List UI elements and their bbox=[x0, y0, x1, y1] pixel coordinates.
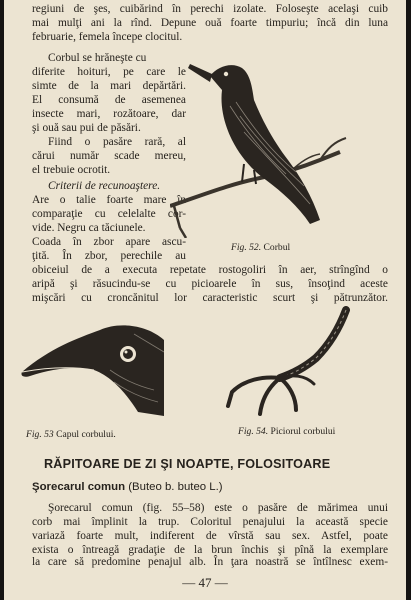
text-line: februarie, femela începe clocitul. bbox=[32, 31, 183, 43]
book-page bbox=[4, 0, 406, 600]
species-heading bbox=[32, 481, 223, 495]
text-line: la care să predomine penajul alb. În ţara noastră se întîlnesc exem- bbox=[32, 556, 388, 568]
figure-caption bbox=[231, 241, 290, 255]
raven-foot-illustration bbox=[222, 306, 356, 418]
text-line: cărui număr scade mereu, bbox=[32, 150, 186, 162]
figure-caption bbox=[238, 425, 335, 439]
text-line: Corbul se hrăneşte cu bbox=[48, 52, 147, 64]
text-line: aripă şi răsucindu-se cu picioarele în sus, însoţind aceste bbox=[32, 278, 388, 290]
figure-caption bbox=[26, 428, 116, 442]
text-line: Fiind o pasăre rară, al bbox=[48, 136, 186, 148]
caption-text: Capul corbului. bbox=[56, 429, 116, 440]
text-line: regiuni de şes, cuibărind în perechi izolate. Foloseşte acelaşi cuib bbox=[32, 3, 388, 15]
text-line: Coada în zbor apare ascu- bbox=[32, 236, 186, 248]
text-line: El consumă de asemenea bbox=[32, 94, 186, 106]
caption-text: Corbul bbox=[263, 242, 291, 253]
text-line: mişcări cu croncănitul lor caracteristic scurt şi pătrunzător. bbox=[32, 292, 388, 304]
text-line: variază foarte mult, indiferent de vîrstă sau sex. Astfel, poate bbox=[32, 530, 388, 542]
text-line: comparaţie cu celelalte cor- bbox=[32, 208, 186, 220]
caption-number: Fig. 54. bbox=[238, 426, 269, 437]
caption-number: Fig. 53 bbox=[26, 429, 54, 440]
raven-head-illustration bbox=[14, 320, 164, 416]
subsection-title: Criterii de recunoaştere. bbox=[48, 180, 161, 192]
text-line: diferite hoituri, pe care le bbox=[32, 66, 186, 78]
section-heading: RĂPITOARE DE ZI ŞI NOAPTE, FOLOSITOARE bbox=[44, 457, 331, 471]
text-line: el trebuie ocrotit. bbox=[32, 164, 111, 176]
species-name: Şorecarul comun bbox=[32, 481, 126, 493]
text-line: Are o talie foarte mare în bbox=[32, 194, 186, 206]
text-line: obiceiul de a executa repetate rostogoliri în aer, strîngînd o bbox=[32, 264, 388, 276]
text-line: ţită. În zbor, perechile au bbox=[32, 250, 186, 262]
text-line: Şorecarul comun (fig. 55–58) este o pasăre de mărimea unui bbox=[48, 502, 388, 514]
text-line: corb mai împlinit la trup. Coloritul penajului la această specie bbox=[32, 516, 388, 528]
text-line: exista o întreagă gradaţie de la brun închis şi pînă la exemplare bbox=[32, 544, 388, 556]
page-number: — 47 — bbox=[182, 575, 228, 590]
raven-illustration bbox=[170, 56, 360, 238]
text-line: vide. Negru ca tăciunele. bbox=[32, 222, 146, 234]
caption-number: Fig. 52. bbox=[231, 242, 262, 253]
text-line: şi ouă sau pui de păsări. bbox=[32, 122, 141, 134]
caption-text: Piciorul corbului bbox=[270, 426, 336, 437]
text-line: mai mulţi ani la rînd. Depune ouă foarte timpuriu; încă din luna bbox=[32, 17, 388, 29]
text-line: simte de la mari depărtări. bbox=[32, 80, 186, 92]
text-line: insecte mari, rozătoare, dar bbox=[32, 108, 186, 120]
species-latin-name: (Buteo b. buteo L.) bbox=[125, 481, 223, 493]
